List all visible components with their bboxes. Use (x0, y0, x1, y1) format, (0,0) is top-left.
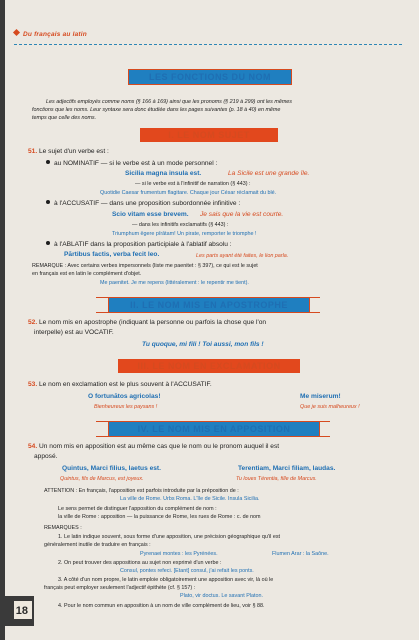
p54-remark-1a: 1. Le latin indique souvent, sous forme d'une apposition, une précision géographique qu'il est (58, 534, 281, 540)
intro-line-3: temps que celle des noms. (32, 115, 97, 121)
p51-b-note-example: Triumphum ēgere pīrātam! Un pirate, remporter le triomphe ! (112, 231, 257, 237)
section-4-deco-left (96, 421, 108, 437)
p53-example-2-latin: Me miserum! (300, 393, 341, 400)
p54-example-1-french: Quintus, fils de Marcus, est joyeux. (60, 476, 144, 482)
p51-a-note: — si le verbe est à l'infinitif de narration (§ 443) : (135, 181, 251, 187)
p51-remark-2: en français est en latin le complément d'objet. (32, 271, 142, 277)
p51-a-example-french: La Sicile est une grande île. (228, 170, 310, 177)
header-rule (14, 44, 402, 45)
p52-line-1-text: Le nom mis en apostrophe (indiquant la personne ou parfois la chose que l'on (39, 319, 267, 326)
p51-a-label (46, 160, 217, 168)
p52-example: Tu quoque, mi fili ! Toi aussi, mon fils ! (142, 341, 264, 348)
p52-number: 52. (28, 319, 38, 326)
page-number: 18 (15, 605, 28, 617)
page-number-box (0, 596, 34, 626)
p54-attention-1: ATTENTION : En français, l'apposition est parfois introduite par la préposition de : (44, 488, 239, 494)
p51-c-example-french: Les parts ayant été faites, le lion parla. (196, 253, 289, 259)
p54-number: 54. (28, 443, 38, 450)
p53-example-1-latin: O fortunātos agricolas! (88, 393, 161, 400)
p51-b-label (46, 200, 240, 208)
p51-c-text: à l'ABLATIF dans la proposition participiale à l'ablatif absolu : (54, 241, 232, 248)
p53-example-2-french: Que je suis malheureux ! (300, 404, 360, 410)
p54-remark-3-example: Plato, vir doctus. Le savant Platon. (180, 593, 264, 599)
p53-line-1-text: Le nom en exclamation est le plus souvent à l'ACCUSATIF. (39, 381, 212, 388)
section-4-banner: IV. LE NOM MIS EN APPOSITION (108, 421, 320, 437)
p52-line-1 (28, 319, 266, 327)
p54-remark-2-example: Consul, pontes refeci. [Etant] consul, j'ai refait les ponts. (120, 568, 254, 574)
bullet-icon (46, 160, 50, 164)
p54-attention-1-example: La ville de Rome. Urbs Roma. L'île de Sicile. Insula Sicilia. (120, 496, 260, 502)
p51-lead (28, 148, 109, 156)
p51-remark-example: Me paenitet. Je me repens (littéralement : le repentir me tient). (100, 280, 249, 286)
p53-example-1-french: Bienheureux les paysans ! (94, 404, 158, 410)
p51-b-example-latin: Scio vitam esse brevem. (112, 211, 189, 218)
p52-line-2: interpelle) est au VOCATIF. (34, 329, 114, 336)
p54-example-2-french: Tu loues Térentia, fille de Marcus. (236, 476, 317, 482)
section-2-deco-right (308, 297, 320, 313)
p51-lead-text: Le sujet d'un verbe est : (39, 148, 109, 155)
intro-line-2: fonctions que les noms. Leur syntaxe sera donc étudiée dans les pages suivantes (p. 18 à 40) en même (32, 107, 281, 113)
section-2-deco-left (96, 297, 108, 313)
left-margin-bar (0, 0, 5, 640)
intro-line-1: Les adjectifs employés comme noms (§ 166 à 169) ainsi que les pronoms (§ 219 à 299) ont les mêmes (46, 99, 292, 105)
p54-remark-2: 2. On peut trouver des appositions au sujet non exprimé d'un verbe : (58, 560, 222, 566)
chapter-tag (14, 30, 87, 38)
p54-attention-2: Le sens permet de distinguer l'apposition du complément de nom : (58, 506, 217, 512)
p54-remark-4: 4. Pour le nom commun en apposition à un nom de ville complément de lieu, voir § 88. (58, 603, 265, 609)
diamond-icon (13, 29, 20, 36)
p54-line-1-text: Un nom mis en apposition est au même cas que le nom ou le pronom auquel il est (39, 443, 280, 450)
p54-line-1 (28, 443, 279, 451)
bullet-icon (46, 241, 50, 245)
p51-a-text: au NOMINATIF — si le verbe est à un mode personnel : (54, 160, 218, 167)
page-title: LES FONCTIONS DU NOM (128, 69, 292, 85)
section-1-banner: I. LE NOM SUJET (140, 128, 278, 142)
p54-example-1-latin: Quintus, Marci filius, laetus est. (62, 465, 161, 472)
p54-remark-1b: généralement inutile de traduire en français : (44, 542, 151, 548)
p51-c-example-latin: Pārtibus factis, verba fecit leo. (64, 251, 160, 258)
chapter-tag-label: Du français au latin (23, 31, 87, 38)
section-3-banner: III. LE NOM EN EXCLAMATION (118, 359, 300, 373)
p51-number: 51. (28, 148, 38, 155)
p54-example-2-latin: Terentiam, Marci filiam, laudas. (238, 465, 336, 472)
p51-b-note: — dans les infinitifs exclamatifs (§ 443) : (132, 222, 229, 228)
section-4-deco-right (318, 421, 330, 437)
section-2-banner: II. LE NOM MIS EN APOSTROPHE (108, 297, 310, 313)
p53-number: 53. (28, 381, 38, 388)
p54-remarks-heading: REMARQUES : (44, 525, 82, 531)
p54-remark-3a: 3. A côté d'un nom propre, le latin emploie obligatoirement une apposition avec vir, là où le (58, 577, 274, 583)
p51-a-example-latin: Sicilia magna insula est. (125, 170, 202, 177)
p51-c-label (46, 241, 232, 249)
p54-attention-2-example: la ville de Rome : apposition — la puissance de Rome, les rues de Rome : c. de nom (58, 514, 261, 520)
p51-b-text: à l'ACCUSATIF — dans une proposition subordonnée infinitive : (54, 200, 241, 207)
p54-remark-3b: français peut employer seulement l'adjectif épithète (cf. § 157) : (44, 585, 196, 591)
bullet-icon (46, 200, 50, 204)
p51-a-note-example: Quotidie Caesar frumentum flagitare. Chaque jour César réclamait du blé. (100, 190, 277, 196)
p53-line-1 (28, 381, 212, 389)
p54-remark-1-example-1: Pyrenaei montes : les Pyrénées. (140, 551, 218, 557)
p51-remark-1: REMARQUE : Avec certains verbes impersonnels (liste me paenitet : § 397), ce qui est le sujet (32, 263, 258, 269)
p54-line-2: apposé. (34, 453, 58, 460)
p54-remark-1-example-2: Flumen Arar : la Saône. (272, 551, 329, 557)
p51-b-example-french: Je sais que la vie est courte. (200, 211, 284, 218)
